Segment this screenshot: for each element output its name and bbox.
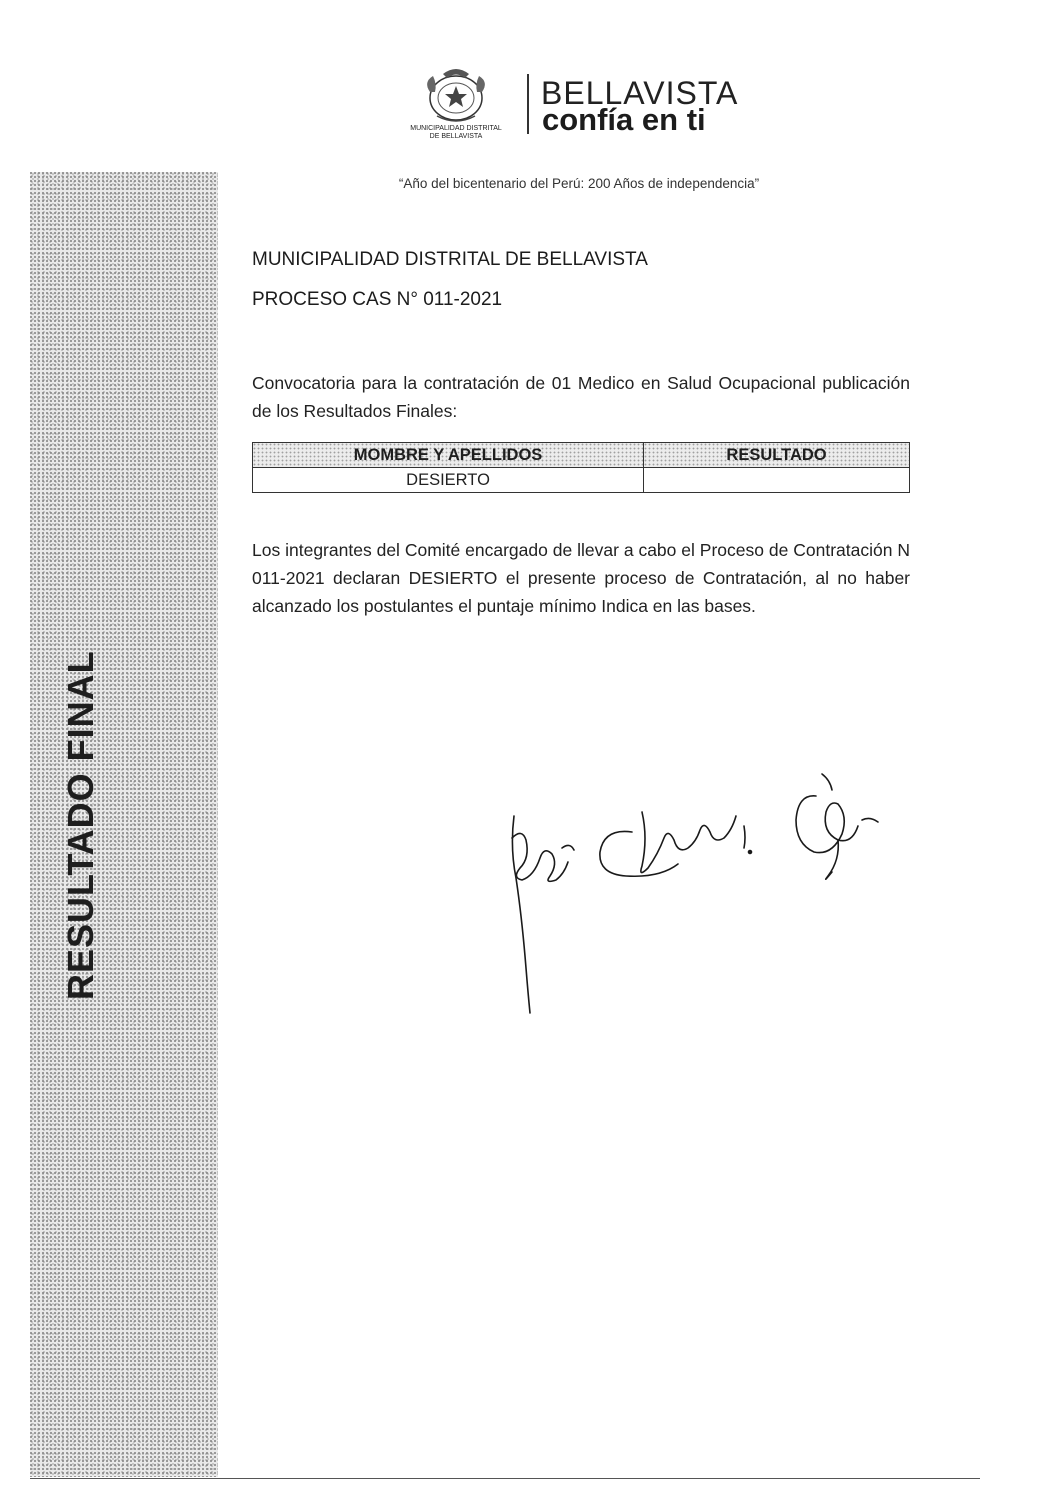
brand-name: BELLAVISTA [541,75,739,111]
signatures [492,768,892,1018]
municipal-seal [393,62,519,146]
cell-name: DESIERTO [253,468,644,493]
brand-slogan: confía en ti [542,102,706,137]
signature-2 [600,831,678,876]
seal-emblem-icon [393,62,519,126]
table-row [253,468,910,493]
header-result: RESULTADO [644,443,910,468]
results-table [252,442,910,493]
motto: “Año del bicentenario del Perú: 200 Años de independencia” [398,176,760,191]
header-logo [393,62,793,146]
seal-text-line1: MUNICIPALIDAD DISTRITAL [410,125,502,132]
closing-paragraph: Los integrantes del Comité encargado de llevar a cabo el Proceso de Contratación N 011-2021 declaran DESIERTO el presente proceso de Contratación, al no haber alcanzado los postulantes el puntaje mínimo Indica en las bases. [252,540,910,616]
table-header-row [253,443,910,468]
logo-divider [527,74,529,134]
side-band [30,172,218,1477]
seal-text-line2: DE BELLAVISTA [429,133,483,140]
cell-result [644,468,910,493]
process-number: PROCESO CAS N° 011-2021 [252,289,503,310]
bottom-rule [30,1478,980,1479]
header-name: MOMBRE Y APELLIDOS [253,443,644,468]
intro-paragraph: Convocatoria para la contratación de 01 Medico en Salud Ocupacional publicación de los Resultados Finales: [252,373,910,421]
document-title: MUNICIPALIDAD DISTRITAL DE BELLAVISTA [252,249,648,270]
side-label: RESULTADO FINAL [60,650,101,1000]
signature-3 [796,796,858,853]
handwritten-signatures [492,768,892,1018]
